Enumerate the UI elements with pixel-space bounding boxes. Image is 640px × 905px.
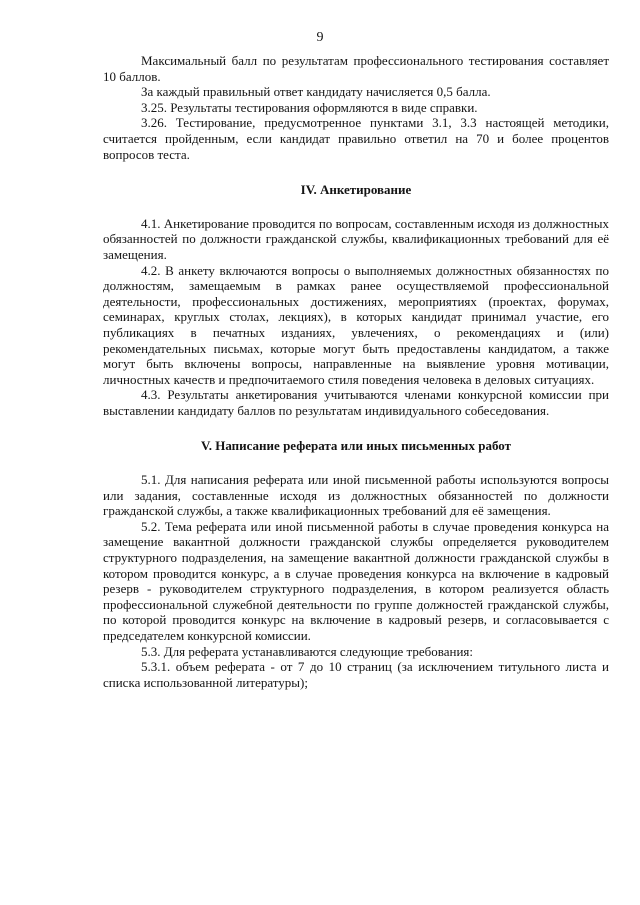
spacer — [103, 162, 609, 182]
spacer — [103, 418, 609, 438]
paragraph-5-3: 5.3. Для реферата устанавливаются следующие требования: — [141, 643, 474, 659]
paragraph-5-1: 5.1. Для написания реферата или иной письменной работы используются вопросы или задания, составленные исходя из должностных обязанностей по должности гражданской службы, а также квалификационных требований для её замещения. — [103, 472, 609, 519]
paragraph-3-25: 3.25. Результаты тестирования оформляются в виде справки. — [141, 99, 478, 115]
paragraph-4-3: 4.3. Результаты анкетирования учитываются членами конкурсной комиссии при выставлении кандидату баллов по результатам индивидуального собеседования. — [103, 387, 609, 418]
paragraph-4-2: 4.2. В анкету включаются вопросы о выполняемых должностных обязанностях по должностям, замещаемым в рамках ранее осуществляемой профессиональной деятельности, профессиональных достижениях, мероприятиях (проектах, форумах, семинарах, круглых столах, лекциях), в которых кандидат принимал участие, его публикациях в печатных изданиях, увлечениях, о рекомендациях и (или) рекомендательных письмах, которые могут быть предоставлены кандидатом, а также могут быть включены вопросы, направленные на выявление уровня мотивации, личностных качеств и предпочитаемого стиля поведения человека в деловых ситуациях. — [103, 262, 609, 387]
paragraph-score-per-answer: За каждый правильный ответ кандидату начисляется 0,5 балла. — [141, 84, 491, 100]
paragraph-5-3-1: 5.3.1. объем реферата - от 7 до 10 страниц (за исключением титульного листа и списка использованной литературы); — [103, 659, 609, 690]
spacer — [103, 454, 609, 472]
section-4-heading: IV. Анкетирование — [300, 182, 412, 198]
paragraph-5-2: 5.2. Тема реферата или иной письменной работы в случае проведения конкурса на замещение вакантной должности гражданской службы определяется руководителем структурного подразделения, на замещение вакантной должности гражданской службы в котором проводится конкурс, а в случае проведения конкурса на включение в кадровый резерв - руководителем структурного подразделения, в котором реализуется область профессиональной служебной деятельности по группе должностей гражданской службы, по которой проводится конкурс на включение в кадровый резерв, и согласовывается с председателем конкурсной комиссии. — [103, 518, 609, 643]
page-number: 9 — [316, 30, 324, 45]
section-5-heading: V. Написание реферата или иных письменных работ — [201, 438, 511, 454]
paragraph-max-score: Максимальный балл по результатам профессионального тестирования составляет 10 баллов. — [103, 53, 609, 84]
paragraph-3-26: 3.26. Тестирование, предусмотренное пунктами 3.1, 3.3 настоящей методики, считается пройденным, если кандидат правильно ответил на 70 и более процентов вопросов теста. — [103, 115, 609, 162]
paragraph-4-1: 4.1. Анкетирование проводится по вопросам, составленным исходя из должностных обязанностей по должности гражданской службы, квалификационных требований для её замещения. — [103, 215, 609, 262]
spacer — [103, 198, 609, 216]
document-body — [103, 53, 609, 690]
